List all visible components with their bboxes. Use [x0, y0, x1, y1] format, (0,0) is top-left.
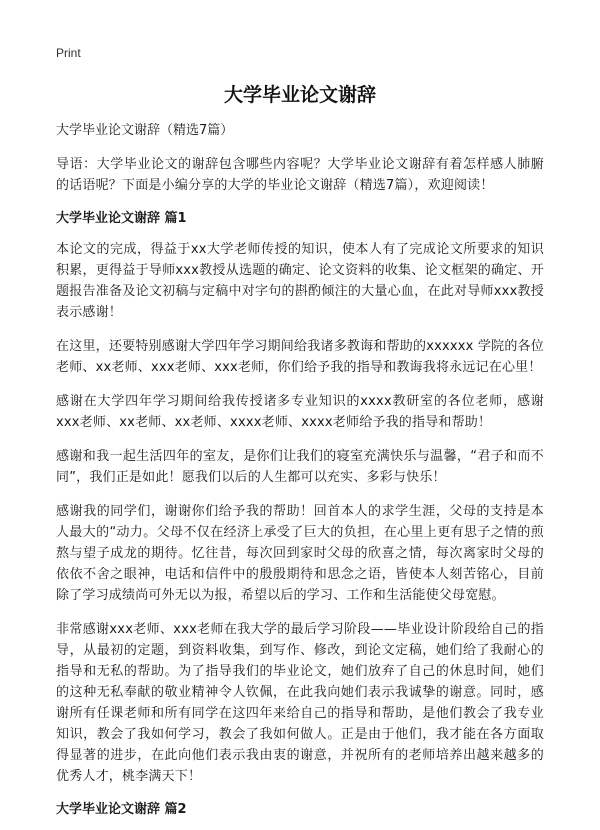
section-1 — [56, 209, 544, 787]
section-heading: 大学毕业论文谢辞 篇1 — [56, 211, 187, 226]
paragraph: 非常感谢xxx老师、xxx老师在我大学的最后学习阶段——毕业设计阶段给自己的指导，从最初的定题，到资料收集，到写作、修改，到论文定稿，她们给了我耐心的指导和无私的帮助。为了指导我们的毕业论文，她们放弃了自己的休息时间，她们的这种无私奉献的敬业精神令人钦佩，在此我向她们表示我诚挚的谢意。同时，感谢所有任课老师和所有同学在这四年来给自己的指导和帮助，是他们教会了我专业知识，教会了我如何学习，教会了我如何做人。正是由于他们，我才能在各方面取得显著的进步，在此向他们表示我由衷的谢意，并祝所有的老师培养出越来越多的优秀人才，桃李满天下！ — [56, 622, 544, 784]
document-subtitle: 大学毕业论文谢辞（精选7篇） — [56, 123, 234, 138]
intro-paragraph: 导语：大学毕业论文的谢辞包含哪些内容呢？大学毕业论文谢辞有着怎样感人肺腑的话语呢？下面是小编分享的大学的毕业论文谢辞（精选7篇），欢迎阅读！ — [56, 157, 544, 193]
section-2 — [56, 800, 544, 820]
section-heading: 大学毕业论文谢辞 篇2 — [56, 802, 187, 817]
paragraph: 在这里，还要特别感谢大学四年学习期间给我诸多教诲和帮助的xxxxxx 学院的各位老师、xx老师、xxx老师、xxx老师，你们给予我的指导和教诲我将永远记在心里！ — [56, 339, 544, 375]
paragraph: 感谢在大学四年学习期间给我传授诸多专业知识的xxxx教研室的各位老师，感谢xxx老师、xx老师、xx老师、xxxx老师、xxxx老师给予我的指导和帮助！ — [56, 394, 544, 430]
paragraph: 本论文的完成，得益于xx大学老师传授的知识，使本人有了完成论文所要求的知识积累，更得益于导师xxx教授从选题的确定、论文资料的收集、论文框架的确定、开题报告准备及论文初稿与定稿中对字句的斟酌倾注的大量心血，在此对导师xxx教授表示感谢！ — [56, 242, 544, 320]
paragraph: 感谢和我一起生活四年的室友，是你们让我们的寝室充满快乐与温馨，“君子和而不同”，我们正是如此！愿我们以后的人生都可以充实、多彩与快乐！ — [56, 449, 544, 485]
document-body — [56, 122, 544, 830]
print-link[interactable]: Print — [56, 46, 81, 60]
page-title: 大学毕业论文谢辞 — [223, 84, 376, 106]
paragraph: 感谢我的同学们，谢谢你们给予我的帮助！回首本人的求学生涯，父母的支持是本人最大的“动力。父母不仅在经济上承受了巨大的负担，在心里上更有思子之情的煎熬与望子成龙的期待。忆往昔，每次回到家时父母的欣喜之情，每次离家时父母的依依不舍之眼神，电话和信件中的殷殷期待和思念之语，皆使本人刻苦铭心，目前除了学习成绩尚可外无以为报，希望以后的学习、工作和生活能使父母宽慰。 — [56, 504, 544, 603]
